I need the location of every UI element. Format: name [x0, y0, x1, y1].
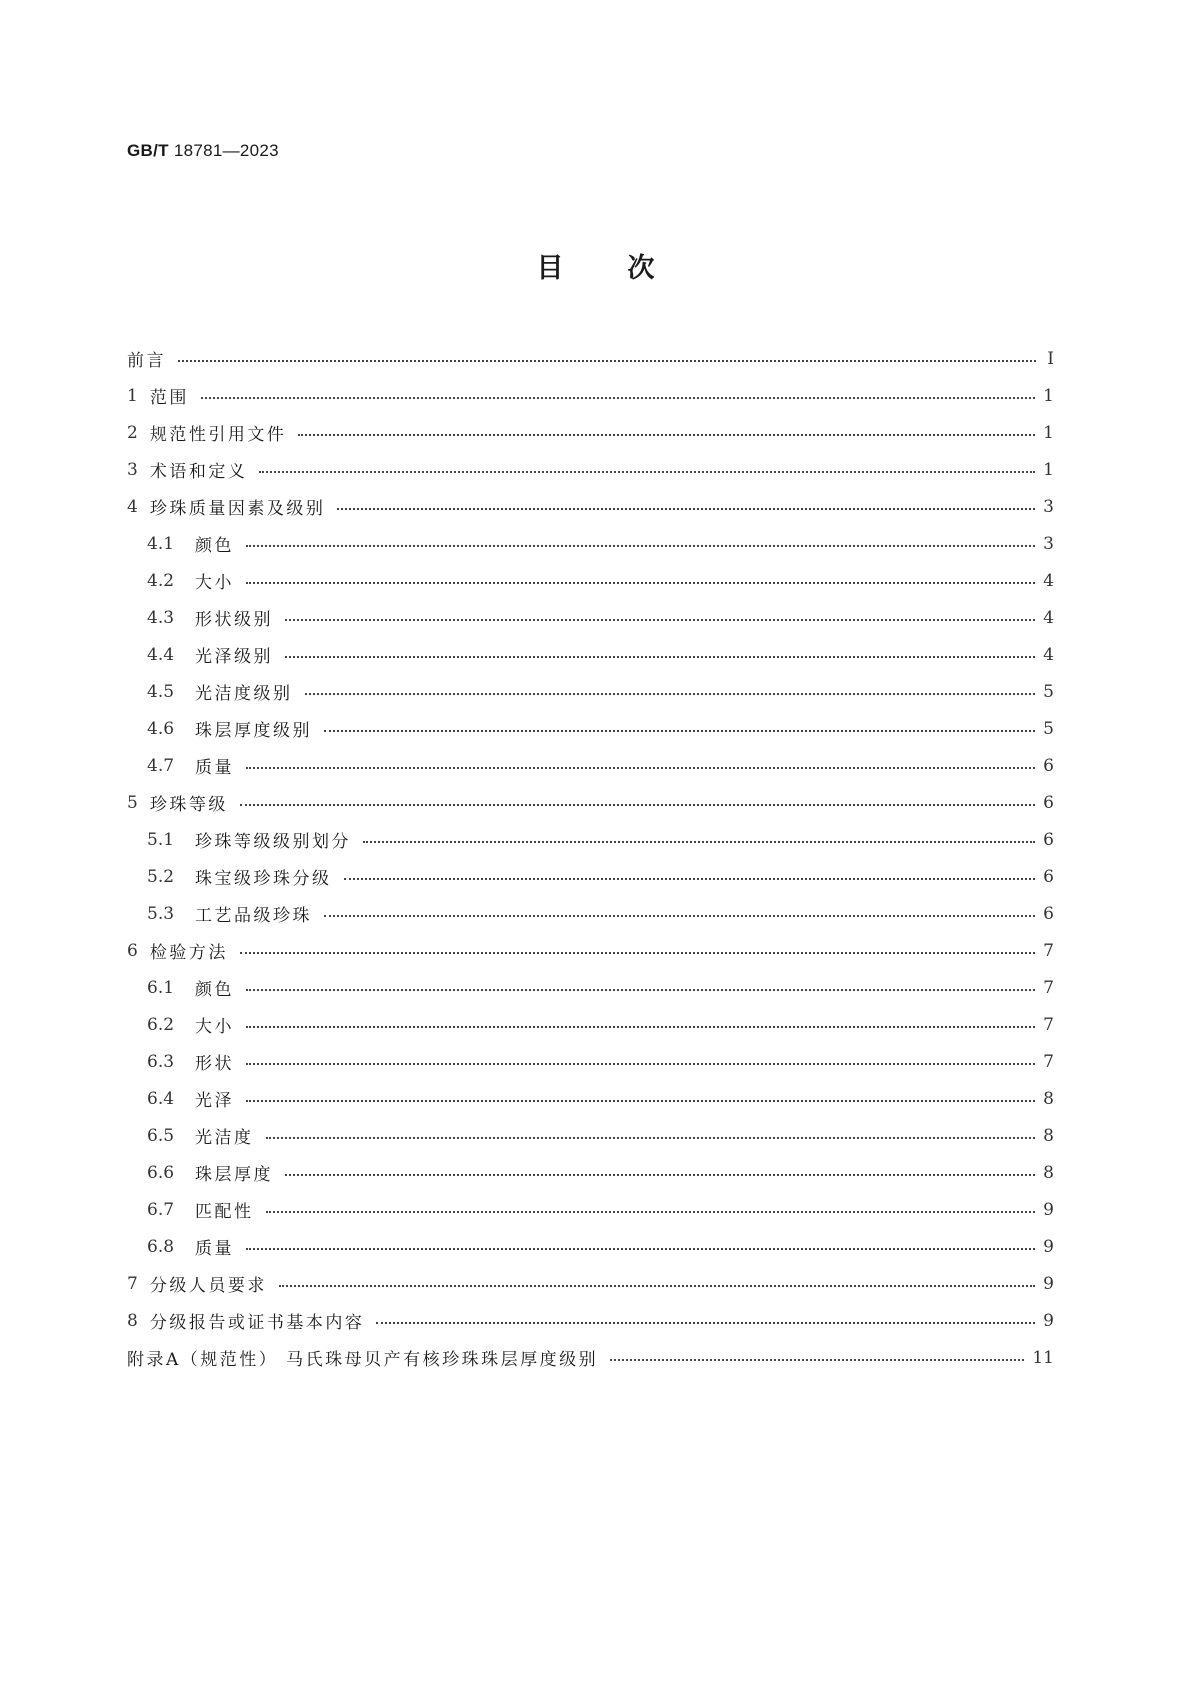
toc-dot-leader: [324, 730, 1035, 732]
toc-entry-label: 前言: [127, 351, 166, 371]
toc-entry-number: 7: [127, 1273, 138, 1294]
toc-entry-number: 6: [127, 940, 138, 961]
toc-entry-label: 工艺品级珍珠: [195, 906, 312, 926]
toc-dot-leader: [337, 508, 1035, 510]
toc-dot-leader: [285, 656, 1035, 658]
toc-entry[interactable]: [127, 377, 1054, 414]
toc-dot-leader: [246, 1248, 1035, 1250]
toc-entry[interactable]: [127, 1228, 1054, 1265]
toc-entry-label: 珠宝级珍珠分级: [195, 869, 332, 889]
toc-entry-label: 珍珠等级: [149, 795, 228, 815]
toc-entry-page: 4: [1043, 570, 1054, 591]
toc-entry-page: 5: [1043, 718, 1054, 739]
toc-entry-page: 4: [1043, 607, 1054, 628]
toc-entry-label: 光洁度: [195, 1128, 254, 1148]
toc-entry-number: 4.1: [147, 533, 175, 554]
toc-dot-leader: [246, 1063, 1035, 1065]
toc-entry-page: 9: [1043, 1273, 1054, 1294]
toc-entry-number: 6.6: [147, 1162, 175, 1183]
toc-entry[interactable]: [127, 451, 1054, 488]
toc-entry[interactable]: [127, 673, 1054, 710]
toc-entry[interactable]: [127, 1006, 1054, 1043]
toc-entry-label: 形状级别: [195, 610, 273, 630]
toc-dot-leader: [305, 693, 1036, 695]
toc-entry-page: 9: [1043, 1310, 1054, 1331]
toc-entry-label: 大小: [195, 1017, 234, 1037]
toc-entry-page: 5: [1043, 681, 1054, 702]
toc-entry-number: 6.2: [147, 1014, 175, 1035]
table-of-contents: [127, 340, 1054, 1376]
toc-entry-label: 匹配性: [195, 1202, 254, 1222]
toc-entry-page: 6: [1043, 903, 1054, 924]
toc-entry-label: 珍珠等级级别划分: [195, 832, 351, 852]
toc-entry-number: 4.4: [147, 644, 175, 665]
toc-dot-leader: [285, 1174, 1035, 1176]
toc-dot-leader: [240, 952, 1035, 954]
toc-entry[interactable]: [127, 858, 1054, 895]
toc-entry-label: 形状: [195, 1054, 234, 1074]
toc-entry[interactable]: [127, 747, 1054, 784]
toc-entry[interactable]: [127, 340, 1054, 377]
toc-entry-page: 9: [1043, 1199, 1054, 1220]
toc-dot-leader: [240, 804, 1035, 806]
toc-entry-label: 质量: [195, 758, 234, 778]
toc-entry-number: 6.3: [147, 1051, 175, 1072]
toc-entry[interactable]: [127, 599, 1054, 636]
toc-dot-leader: [246, 767, 1035, 769]
toc-entry-number: 6.7: [147, 1199, 175, 1220]
toc-dot-leader: [246, 989, 1035, 991]
toc-entry-number: 2: [127, 422, 138, 443]
toc-entry-page: 3: [1043, 533, 1054, 554]
page-title: 目次: [536, 253, 719, 284]
toc-entry-number: 4: [127, 496, 138, 517]
toc-entry[interactable]: [127, 784, 1054, 821]
toc-dot-leader: [246, 582, 1035, 584]
toc-entry-number: 4.2: [147, 570, 175, 591]
toc-entry-page: 1: [1043, 422, 1054, 443]
toc-entry-number: 6.4: [147, 1088, 175, 1109]
toc-entry-number: 5: [127, 792, 138, 813]
toc-entry-number: 6.5: [147, 1125, 175, 1146]
toc-entry[interactable]: [127, 562, 1054, 599]
toc-entry-label: 规范性引用文件: [149, 425, 287, 445]
toc-entry-number: 6.8: [147, 1236, 175, 1257]
toc-entry-page: 6: [1043, 792, 1054, 813]
toc-entry[interactable]: [127, 1191, 1054, 1228]
toc-entry-label: 珍珠质量因素及级别: [149, 499, 326, 519]
toc-dot-leader: [363, 841, 1035, 843]
toc-entry-number: 4.3: [147, 607, 175, 628]
toc-entry-number: 4.6: [147, 718, 175, 739]
toc-entry[interactable]: [127, 636, 1054, 673]
toc-entry[interactable]: [127, 1265, 1054, 1302]
toc-entry-number: 4.7: [147, 755, 175, 776]
toc-dot-leader: [246, 1100, 1035, 1102]
toc-dot-leader: [344, 878, 1036, 880]
toc-entry[interactable]: [127, 1117, 1054, 1154]
toc-entry-label: 光洁度级别: [195, 684, 293, 704]
toc-entry-label: 珠层厚度级别: [195, 721, 312, 741]
toc-entry-number: 5.1: [147, 829, 175, 850]
toc-entry-page: 8: [1043, 1088, 1054, 1109]
toc-dot-leader: [246, 545, 1035, 547]
document-number: [127, 141, 279, 161]
toc-entry-label: 检验方法: [149, 943, 228, 963]
toc-entry-label: 大小: [195, 573, 234, 593]
toc-dot-leader: [259, 471, 1035, 473]
toc-entry-label: 附录A（规范性） 马氏珠母贝产有核珍珠珠层厚度级别: [127, 1350, 599, 1370]
standard-prefix: GB/T: [127, 141, 169, 160]
toc-entry[interactable]: [127, 1339, 1054, 1376]
toc-entry-number: 1: [127, 385, 138, 406]
standard-number: 18781—2023: [173, 141, 279, 160]
toc-entry-number: 6.1: [147, 977, 175, 998]
toc-entry[interactable]: [127, 1302, 1054, 1339]
toc-entry-page: 4: [1043, 644, 1054, 665]
toc-entry-label: 光泽级别: [195, 647, 273, 667]
toc-entry-page: 9: [1043, 1236, 1054, 1257]
toc-entry-page: 6: [1043, 829, 1054, 850]
toc-entry-page: 6: [1043, 755, 1054, 776]
toc-entry-label: 范围: [149, 388, 189, 408]
toc-entry-page: 8: [1043, 1162, 1054, 1183]
toc-entry-label: 分级人员要求: [149, 1276, 267, 1296]
toc-entry[interactable]: [127, 895, 1054, 932]
toc-dot-leader: [285, 619, 1035, 621]
toc-dot-leader: [246, 1026, 1035, 1028]
toc-entry-page: 7: [1043, 1051, 1054, 1072]
toc-dot-leader: [178, 360, 1036, 362]
toc-entry-label: 分级报告或证书基本内容: [149, 1313, 365, 1333]
toc-entry[interactable]: [127, 525, 1054, 562]
toc-entry-page: 3: [1043, 496, 1054, 517]
toc-entry-page: 7: [1043, 977, 1054, 998]
toc-entry[interactable]: [127, 1043, 1054, 1080]
toc-entry-page: 7: [1043, 1014, 1054, 1035]
toc-entry-page: Ⅰ: [1047, 348, 1054, 369]
toc-entry-label: 质量: [195, 1239, 234, 1259]
toc-entry-number: 8: [127, 1310, 138, 1331]
toc-entry[interactable]: [127, 488, 1054, 525]
toc-entry-label: 光泽: [195, 1091, 234, 1111]
toc-entry[interactable]: [127, 414, 1054, 451]
toc-dot-leader: [376, 1322, 1035, 1324]
toc-entry-label: 珠层厚度: [195, 1165, 273, 1185]
toc-entry[interactable]: [127, 1080, 1054, 1117]
toc-entry-number: 3: [127, 459, 138, 480]
toc-entry-page: 1: [1043, 459, 1054, 480]
toc-dot-leader: [266, 1137, 1036, 1139]
toc-entry-label: 术语和定义: [149, 462, 248, 482]
toc-entry-number: 5.3: [147, 903, 175, 924]
toc-entry-number: 5.2: [147, 866, 175, 887]
toc-entry[interactable]: [127, 969, 1054, 1006]
toc-dot-leader: [298, 434, 1035, 436]
toc-entry[interactable]: [127, 710, 1054, 747]
toc-dot-leader: [201, 397, 1035, 399]
toc-entry[interactable]: [127, 1154, 1054, 1191]
toc-entry-label: 颜色: [195, 536, 234, 556]
toc-entry-page: 11: [1032, 1347, 1054, 1368]
toc-dot-leader: [610, 1359, 1024, 1361]
toc-entry[interactable]: [127, 821, 1054, 858]
toc-entry[interactable]: [127, 932, 1054, 969]
toc-entry-label: 颜色: [195, 980, 234, 1000]
toc-entry-page: 6: [1043, 866, 1054, 887]
toc-dot-leader: [324, 915, 1035, 917]
toc-entry-page: 1: [1043, 385, 1054, 406]
toc-entry-page: 7: [1043, 940, 1054, 961]
toc-entry-page: 8: [1043, 1125, 1054, 1146]
toc-entry-number: 4.5: [147, 681, 175, 702]
toc-dot-leader: [279, 1285, 1035, 1287]
toc-dot-leader: [266, 1211, 1036, 1213]
